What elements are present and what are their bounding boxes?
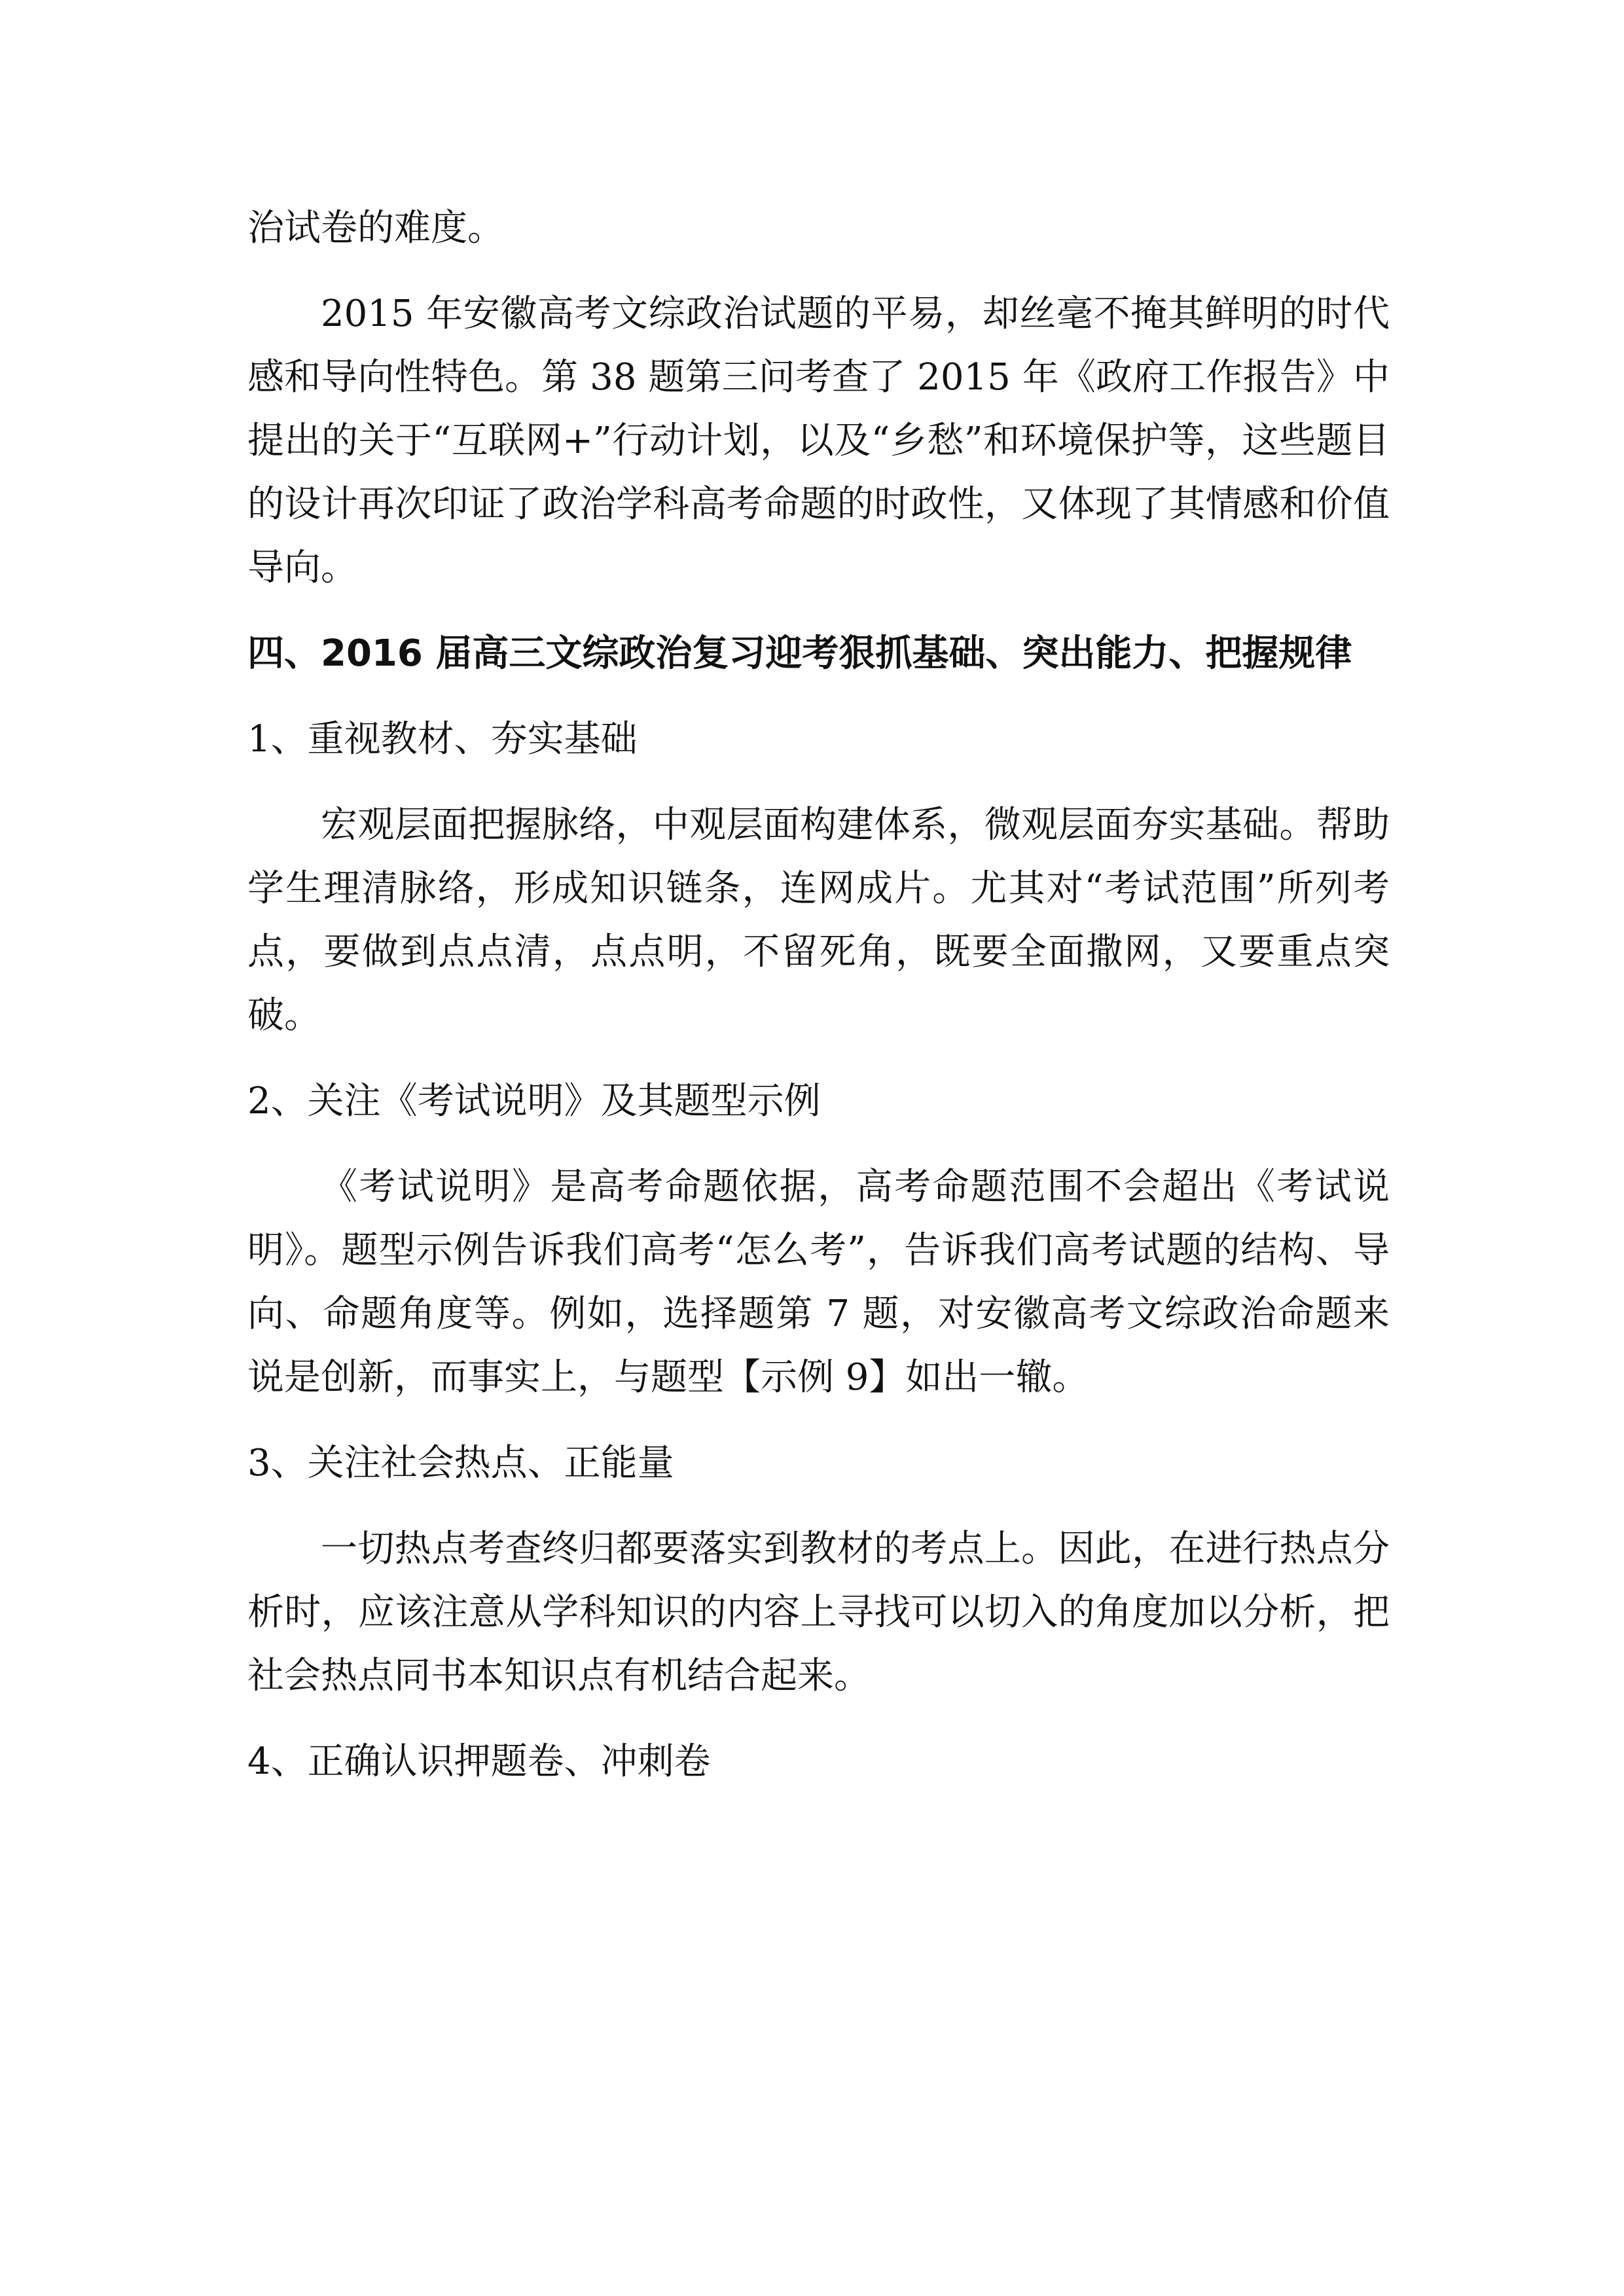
section-heading-four: 四、2016 届高三文综政治复习迎考狠抓基础、突出能力、把握规律 xyxy=(247,632,1352,675)
paragraph-2015-exam-features: 2015 年安徽高考文综政治试题的平易，却丝毫不掩其鲜明的时代感和导向性特色。第 38 题第三问考查了 2015 年《政府工作报告》中提出的关于“互联网+”行动计划，以及“乡愁”和环境保护等，这些题目的设计再次印证了政治学科高考命题的时政性，又体现了其情感和价值导向。 xyxy=(247,293,1390,589)
subheading-1: 1、重视教材、夯实基础 xyxy=(247,718,638,761)
paragraph-continuation: 治试卷的难度。 xyxy=(247,207,504,249)
subheading-2: 2、关注《考试说明》及其题型示例 xyxy=(247,1080,821,1122)
paragraph-exam-specification: 《考试说明》是高考命题依据，高考命题范围不会超出《考试说明》。题型示例告诉我们高考“怎么考”，告诉我们高考试题的结构、导向、命题角度等。例如，选择题第 7 题，对安徽高考文综政治命题来说是创新，而事实上，与题型【示例 9】如出一辙。 xyxy=(247,1166,1390,1399)
document-body xyxy=(247,196,1390,1816)
paragraph-social-hotspots: 一切热点考查终归都要落实到教材的考点上。因此，在进行热点分析时，应该注意从学科知识的内容上寻找可以切入的角度加以分析，把社会热点同书本知识点有机结合起来。 xyxy=(247,1528,1390,1697)
subheading-3: 3、关注社会热点、正能量 xyxy=(247,1442,674,1484)
paragraph-textbook-foundation: 宏观层面把握脉络，中观层面构建体系，微观层面夯实基础。帮助学生理清脉络，形成知识链条，连网成片。尤其对“考试范围”所列考点，要做到点点清，点点明，不留死角，既要全面撒网，又要重点突破。 xyxy=(247,804,1390,1037)
subheading-4: 4、正确认识押题卷、冲刺卷 xyxy=(247,1740,711,1783)
